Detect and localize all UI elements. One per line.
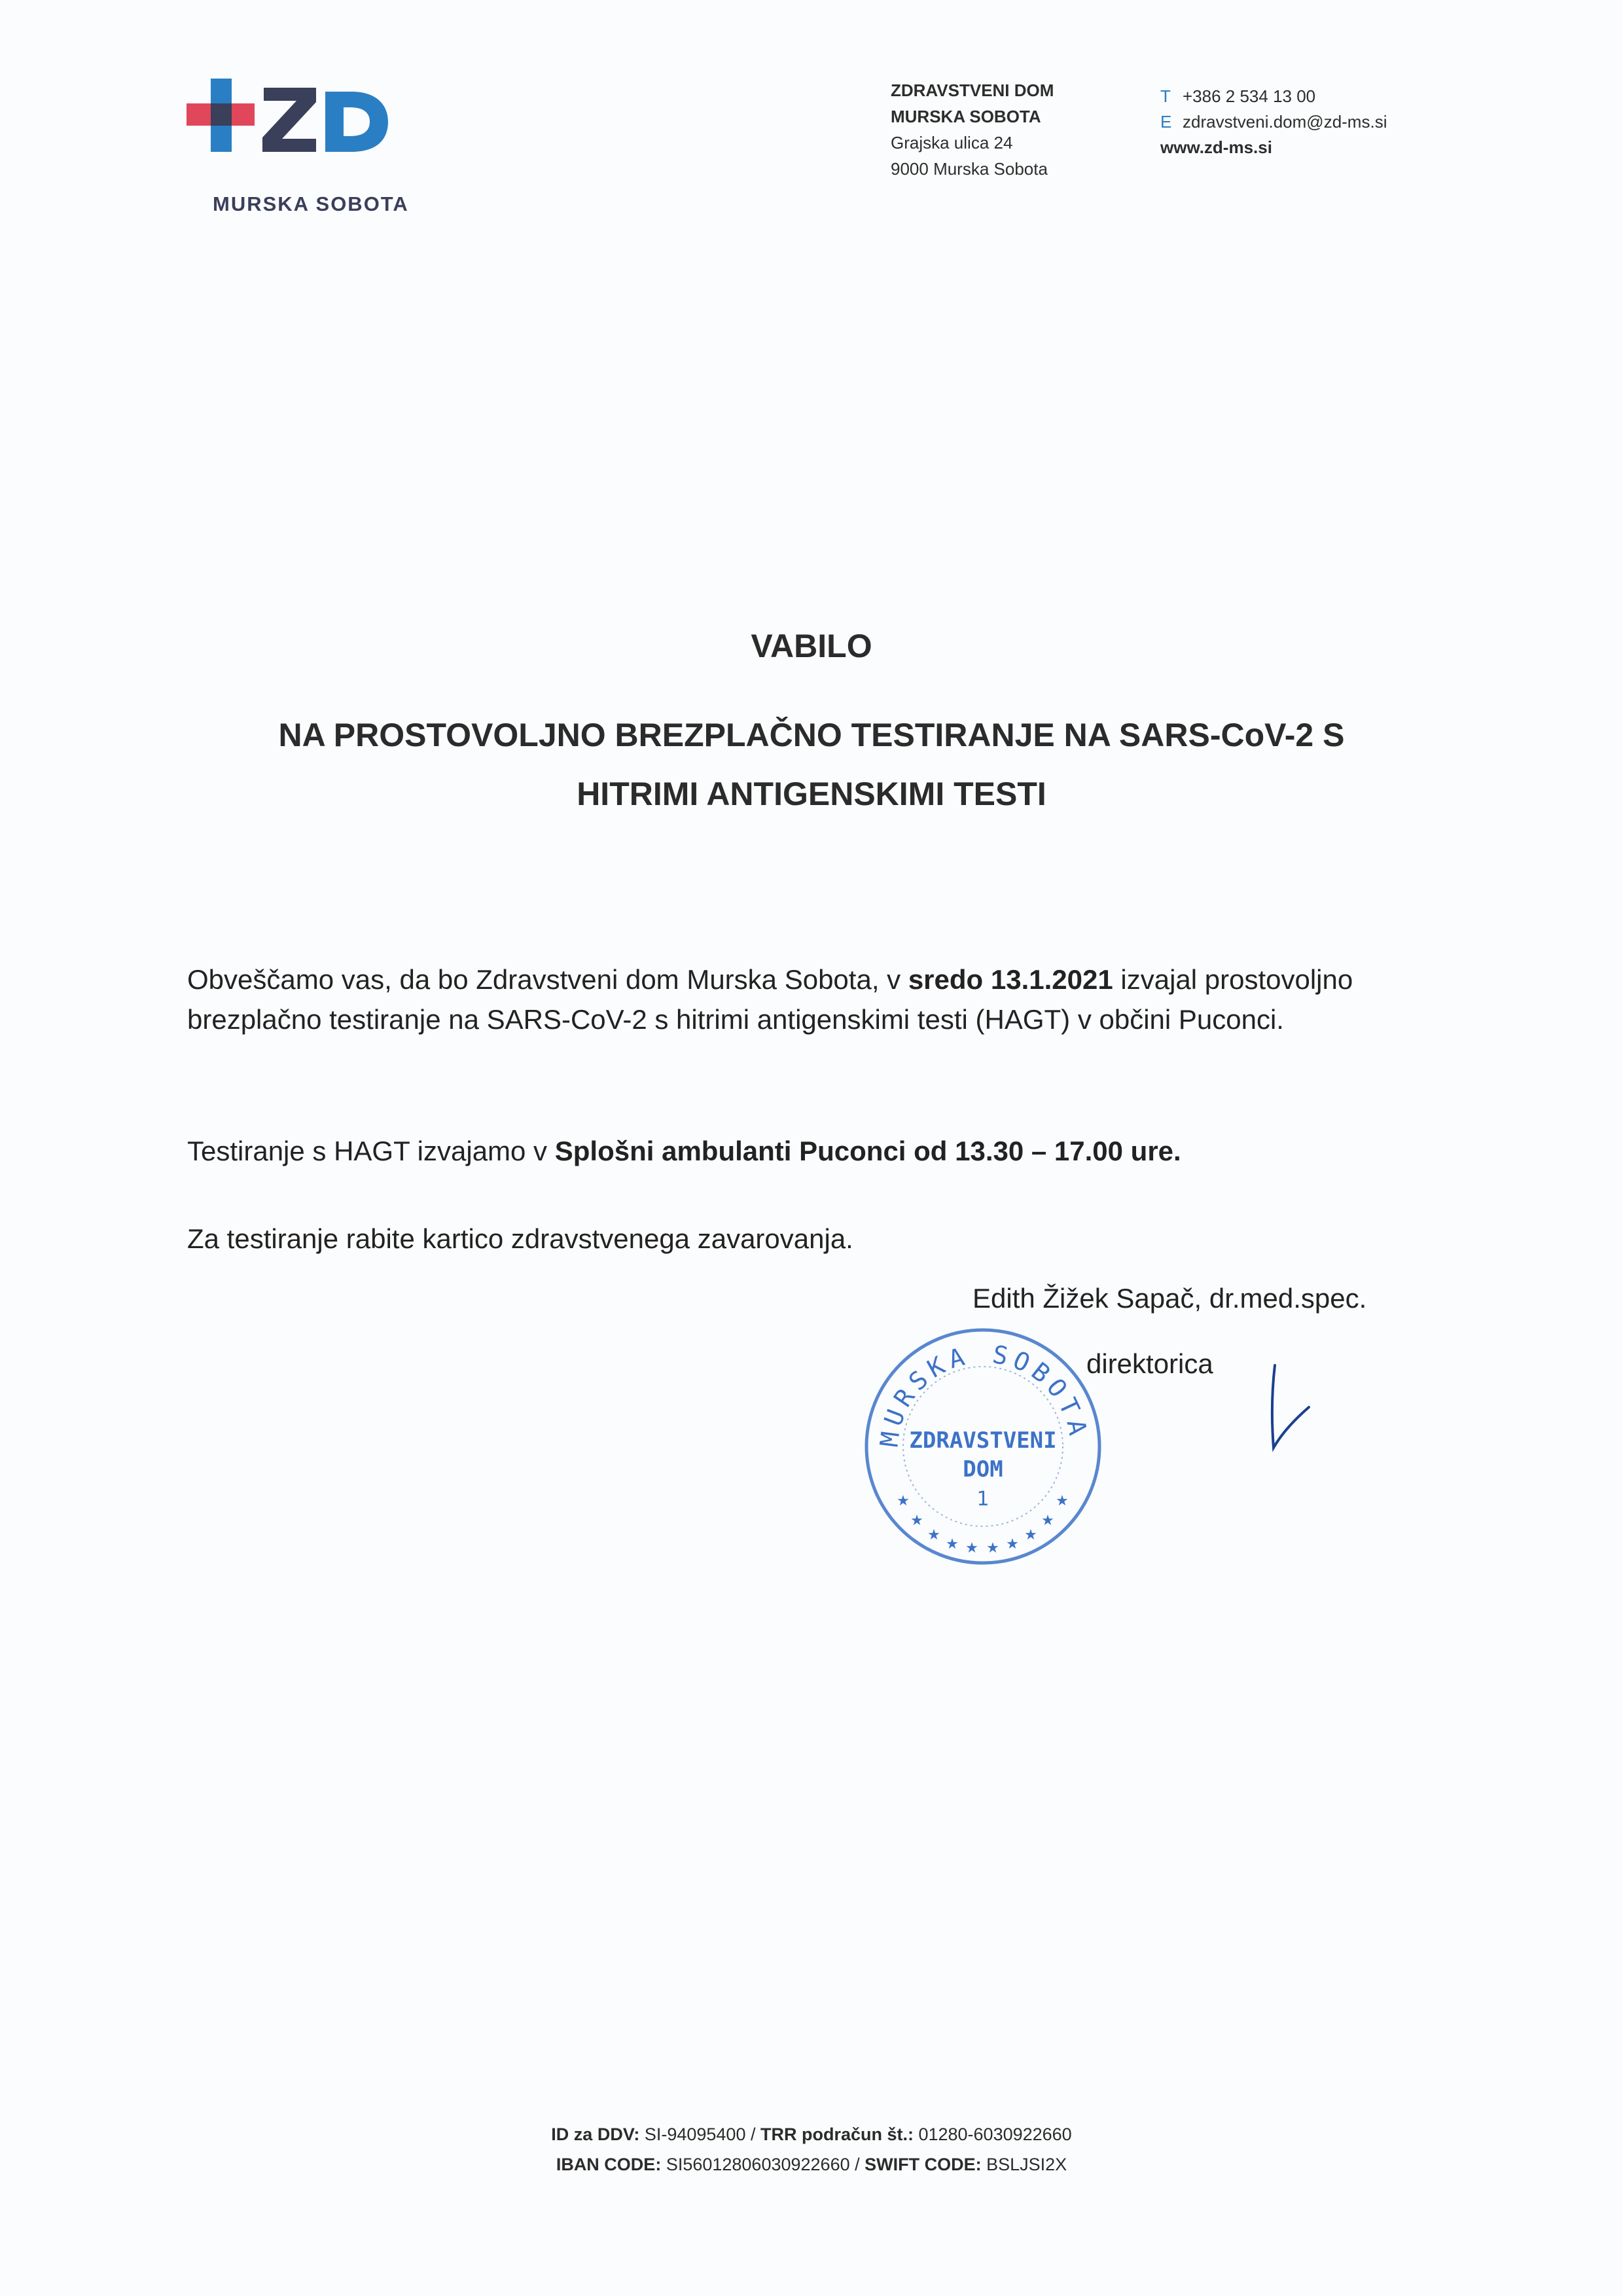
subtitle-line1: NA PROSTOVOLJNO BREZPLAČNO TESTIRANJE NA SARS-CoV-2 S: [278, 717, 1345, 753]
account-value: 01280-6030922660: [913, 2125, 1072, 2144]
logo: [187, 73, 409, 224]
svg-text:★: ★: [986, 1540, 999, 1556]
footer: [0, 2119, 1623, 2179]
swift-value: BSLJSI2X: [981, 2155, 1067, 2174]
org-name-line2: MURSKA SOBOTA: [891, 107, 1041, 126]
svg-text:★: ★: [927, 1527, 940, 1543]
org-name-line1: ZDRAVSTVENI DOM: [891, 81, 1054, 100]
p2-text-a: Testiranje s HAGT izvajamo v: [187, 1136, 555, 1166]
website: www.zd-ms.si: [1160, 137, 1272, 157]
svg-text:★: ★: [1041, 1513, 1054, 1529]
logo-letter-d: [325, 92, 388, 152]
contact-block: [1160, 84, 1387, 160]
vat-id-label: ID za DDV:: [551, 2125, 640, 2144]
svg-text:★: ★: [1006, 1536, 1019, 1552]
paragraph-location: [187, 1131, 1444, 1171]
svg-text:★: ★: [1056, 1493, 1069, 1509]
city-address: 9000 Murska Sobota: [891, 159, 1048, 179]
p1-text-a: Obveščamo vas, da bo Zdravstveni dom Murska Sobota, v: [187, 964, 908, 995]
subtitle-line2: HITRIMI ANTIGENSKIMI TESTI: [577, 776, 1046, 812]
footer-line-tax: [0, 2119, 1623, 2149]
logo-cross-center: [211, 103, 232, 126]
phone-number: +386 2 534 13 00: [1183, 86, 1316, 106]
stamp-inner-text-2: DOM: [963, 1456, 1003, 1482]
signatory-role: direktorica: [1086, 1348, 1213, 1379]
iban-value: SI56012806030922660 /: [661, 2155, 865, 2174]
address-block: [891, 77, 1054, 182]
svg-text:★: ★: [897, 1493, 910, 1509]
stamp-number: 1: [976, 1488, 990, 1511]
vat-id-value: SI-94095400 /: [639, 2125, 760, 2144]
street-address: Grajska ulica 24: [891, 133, 1013, 152]
account-label: TRR podračun št.:: [760, 2125, 914, 2144]
p2-location-time: Splošni ambulanti Puconci od 13.30 – 17.00 ure.: [554, 1136, 1181, 1166]
stamp-inner-text-1: ZDRAVSTVENI: [909, 1427, 1057, 1454]
iban-label: IBAN CODE:: [556, 2155, 662, 2174]
document-subtitle: [0, 706, 1623, 823]
handwritten-signature: [1263, 1361, 1329, 1453]
email-line: [1160, 109, 1387, 135]
signatory-name: Edith Žižek Sapač, dr.med.spec.: [972, 1283, 1367, 1314]
paragraph-announcement: [187, 960, 1372, 1039]
svg-text:★: ★: [910, 1513, 923, 1529]
stamp-ring-text: MURSKA SOBOTA: [874, 1339, 1094, 1449]
svg-text:★: ★: [1024, 1527, 1037, 1543]
phone-line: [1160, 84, 1387, 109]
email-key: E: [1160, 112, 1172, 132]
svg-text:★: ★: [965, 1540, 978, 1556]
document-title: VABILO: [751, 628, 872, 664]
p1-text-b: izvajal prostovoljno brezplačno testiranje na SARS-CoV-2 s hitrimi antigenskimi testi (HAGT) v občini Puconci.: [187, 964, 1353, 1035]
footer-line-bank: [0, 2149, 1623, 2179]
svg-text:★: ★: [946, 1536, 959, 1552]
logo-mark: [187, 73, 409, 158]
email-address: zdravstveni.dom@zd-ms.si: [1183, 112, 1387, 132]
paragraph-insurance-card: Za testiranje rabite kartico zdravstvenega zavarovanja.: [187, 1223, 853, 1254]
phone-key: T: [1160, 86, 1171, 106]
official-stamp: [854, 1309, 1113, 1568]
swift-label: SWIFT CODE:: [865, 2155, 982, 2174]
logo-caption: MURSKA SOBOTA: [213, 192, 409, 215]
p1-date: sredo 13.1.2021: [908, 964, 1113, 995]
logo-letter-z: [262, 88, 316, 152]
